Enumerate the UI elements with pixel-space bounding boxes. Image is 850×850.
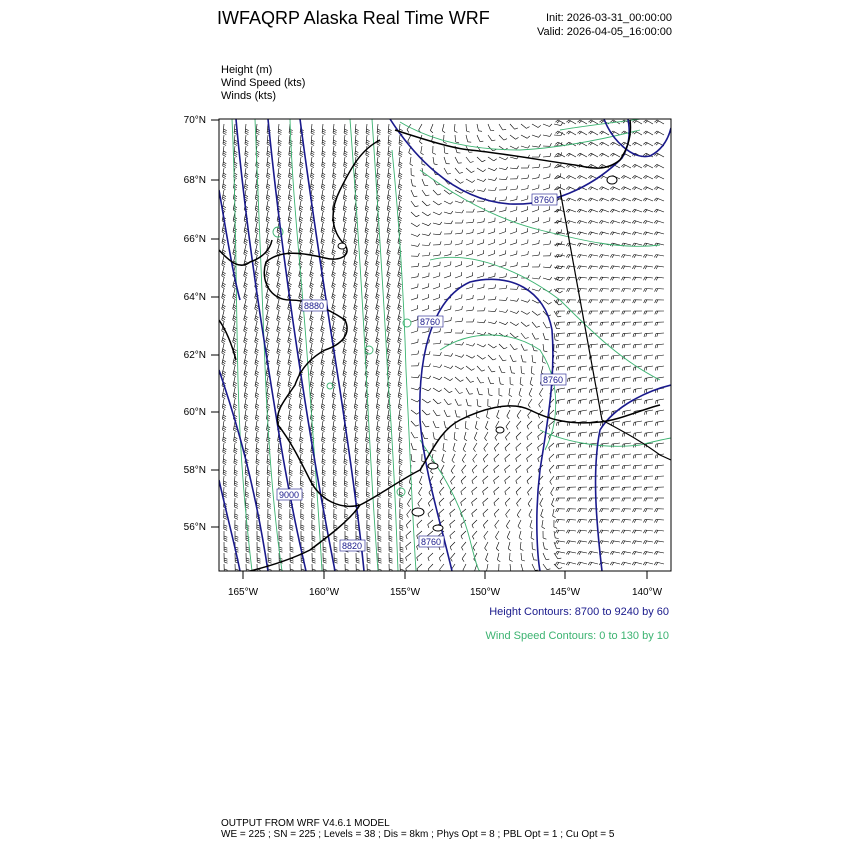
map-background xyxy=(219,119,671,571)
plot-title: IWFAQRP Alaska Real Time WRF xyxy=(217,8,490,28)
valid-time: Valid: 2026-04-05_16:00:00 xyxy=(537,26,672,38)
init-time: Init: 2026-03-31_00:00:00 xyxy=(546,12,672,24)
field-label-height: Height (m) xyxy=(221,64,273,76)
field-label-wind-speed: Wind Speed (kts) xyxy=(221,77,306,89)
field-label-winds: Winds (kts) xyxy=(221,90,276,102)
